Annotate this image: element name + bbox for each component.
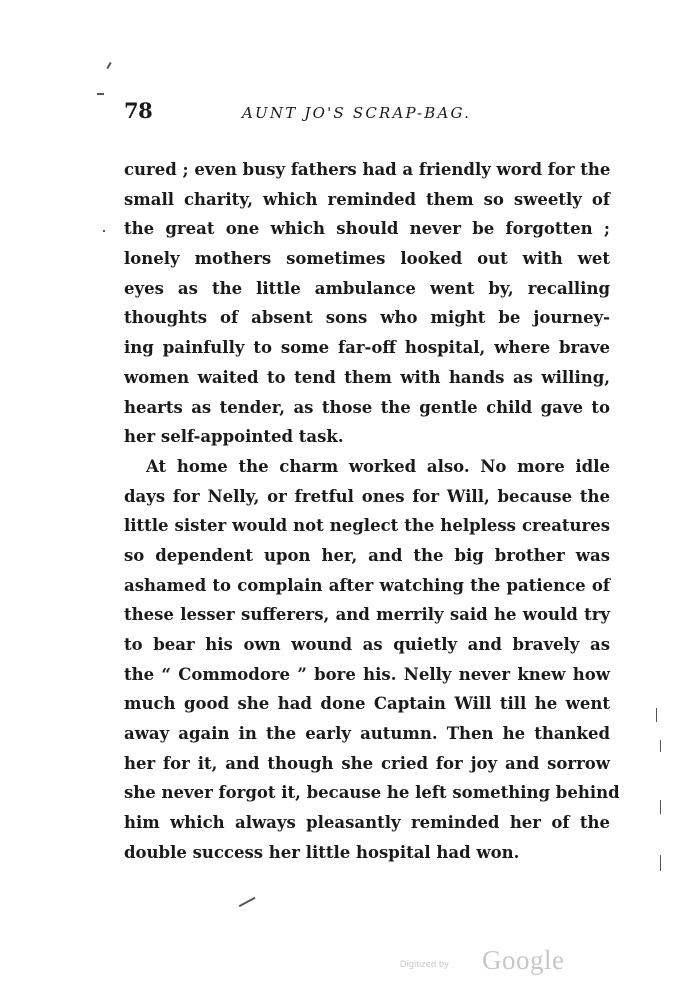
- text-line: lonely mothers sometimes looked out with wet: [124, 249, 610, 269]
- paragraph-2: [124, 452, 620, 868]
- text-line: much good she had done Captain Will till he went: [124, 694, 610, 714]
- text-line: hearts as tender, as those the gentle child gave to: [124, 397, 610, 417]
- scan-speck: [239, 897, 256, 907]
- text-line: her for it, and though she cried for joy and sorrow: [124, 753, 610, 773]
- text-line: the “ Commodore ” bore his. Nelly never knew how: [124, 664, 610, 684]
- body-text: [124, 155, 620, 868]
- text-line: thoughts of absent sons who might be journey-: [124, 308, 610, 328]
- text-line: At home the charm worked also. No more idle: [146, 456, 610, 476]
- text-line: to bear his own wound as quietly and bravely as: [124, 635, 610, 654]
- scan-speck: [106, 62, 111, 69]
- text-line: days for Nelly, or fretful ones for Will, because the: [124, 486, 610, 506]
- text-line: women waited to tend them with hands as willing,: [124, 367, 610, 387]
- text-line: little sister would not neglect the helpless creatures: [124, 516, 610, 536]
- text-line: small charity, which reminded them so sweetly of: [124, 189, 610, 209]
- text-line: eyes as the little ambulance went by, recalling: [124, 278, 610, 298]
- text-line: the great one which should never be forgotten ;: [124, 219, 610, 239]
- paragraph-1: [124, 155, 610, 452]
- text-line: double success her little hospital had won.: [124, 842, 520, 862]
- page-header: [124, 98, 610, 130]
- scan-speck: [103, 230, 105, 232]
- digitized-watermark: [400, 945, 570, 981]
- text-line: these lesser sufferers, and merrily said he would try: [124, 605, 610, 625]
- text-line: ashamed to complain after watching the patience of: [124, 575, 610, 595]
- text-line: cured ; even busy fathers had a friendly word for the: [124, 160, 611, 179]
- scan-speck: [97, 93, 104, 95]
- scan-speck: [660, 800, 661, 814]
- text-line: so dependent upon her, and the big brother was: [124, 545, 610, 565]
- text-line: she never forgot it, because he left something behind: [124, 783, 620, 803]
- text-line: her self-appointed task.: [124, 427, 344, 447]
- scan-speck: [660, 855, 661, 871]
- running-title: AUNT JO'S SCRAP-BAG.: [242, 104, 472, 122]
- scan-speck: [660, 740, 661, 752]
- page-number: 78: [124, 98, 153, 123]
- scan-speck: [656, 708, 657, 722]
- watermark-prefix: Digitized by: [400, 959, 449, 969]
- text-line: him which always pleasantly reminded her of the: [124, 813, 610, 833]
- text-line: ing painfully to some far-off hospital, where brave: [124, 338, 610, 358]
- text-line: away again in the early autumn. Then he thanked: [124, 724, 610, 744]
- watermark-logo: Google: [482, 945, 565, 975]
